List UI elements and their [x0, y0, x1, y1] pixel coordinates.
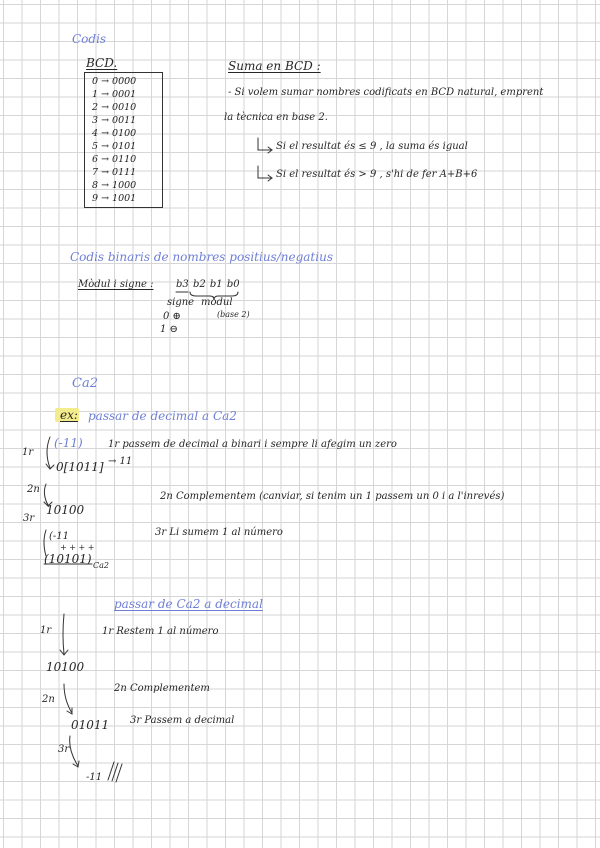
dec-final: -11	[86, 772, 103, 783]
bcd-row: 0 → 0000	[92, 76, 137, 87]
signe-label: signe	[167, 297, 195, 308]
brace-icon	[190, 292, 238, 300]
step2-text: 2n Complementem (canviar, si tenim un 1 passem un 0 i a l'inrevés)	[160, 491, 505, 502]
val-10100: 10100	[46, 503, 85, 517]
step3-text: 3r Li sumem 1 al número	[155, 527, 283, 538]
dec-step3-marker: 3r	[58, 744, 70, 755]
dec-val-01011: 01011	[71, 718, 110, 732]
arrow11: → 11	[108, 456, 133, 467]
bcd-row: 9 → 1001	[92, 193, 137, 204]
bin-01011: 0[1011]	[56, 460, 104, 474]
modul-label: mòdul	[201, 297, 233, 308]
step2-marker: 2n	[27, 484, 40, 495]
dec-step2-text: 2n Complementem	[114, 683, 210, 694]
codis-binaris-heading: Codis binaris de nombres positius/negatius	[70, 250, 333, 264]
arrow-icon	[64, 684, 72, 713]
bracket-icon	[47, 437, 50, 468]
carry: + + + +	[60, 543, 95, 552]
bcd-row: 7 → 0111	[92, 167, 137, 178]
step1-text: 1r passem de decimal a binari i sempre li afegim un zero	[108, 439, 397, 450]
suma-bcd-case1: Si el resultat és ≤ 9 , la suma és igual	[276, 141, 468, 152]
arrow-icon	[70, 736, 78, 766]
modul-signe-label: Mòdul i signe :	[78, 279, 154, 290]
base-label: (base 2)	[217, 310, 250, 319]
dec-step1-text: 1r Restem 1 al número	[102, 626, 219, 637]
ex-label: ex:	[60, 408, 78, 422]
bcd-row: 3 → 0011	[92, 115, 137, 126]
dec-step2-marker: 2n	[42, 694, 55, 705]
bits-label: b3 b2 b1 b0	[176, 279, 240, 290]
arrow-icon	[63, 614, 64, 654]
ca2-heading: Ca2	[72, 376, 98, 391]
suma-bcd-line2: la tècnica en base 2.	[224, 112, 328, 123]
zero-plus: 0 ⊕	[163, 311, 181, 322]
bcd-heading: BCD.	[86, 56, 118, 70]
suma-bcd-heading: Suma en BCD :	[228, 59, 321, 73]
minus11: (-11)	[54, 436, 83, 450]
bcd-row: 5 → 0101	[92, 141, 137, 152]
step3-marker: 3r	[23, 513, 35, 524]
bracket-icon	[44, 530, 46, 556]
step1-marker: 1r	[22, 447, 34, 458]
bcd-row: 2 → 0010	[92, 102, 137, 113]
suma-bcd-case2: Si el resultat és > 9 , s'hi de fer A+B+6	[276, 169, 478, 180]
bcd-row: 8 → 1000	[92, 180, 137, 191]
minus11b: (-11	[49, 531, 70, 542]
bcd-row: 4 → 0100	[92, 128, 137, 139]
dec-step1-marker: 1r	[40, 625, 52, 636]
arrow-icon	[46, 464, 54, 469]
suma-bcd-line1: - Si volem sumar nombres codificats en BCD natural, emprent	[228, 87, 544, 98]
ex-title: passar de decimal a Ca2	[88, 409, 237, 423]
dec-step3-text: 3r Passem a decimal	[130, 715, 235, 726]
dec-val-10100: 10100	[46, 660, 85, 674]
bcd-row: 6 → 0110	[92, 154, 137, 165]
ca2-dec-heading: passar de Ca2 a decimal	[114, 597, 263, 611]
bcd-row: 1 → 0001	[92, 89, 137, 100]
result: (10101)	[44, 552, 92, 566]
codis-title: Codis	[72, 32, 107, 46]
arrow-icon	[44, 484, 48, 505]
result-sub: Ca2	[93, 561, 109, 570]
one-minus: 1 ⊖	[160, 324, 178, 335]
